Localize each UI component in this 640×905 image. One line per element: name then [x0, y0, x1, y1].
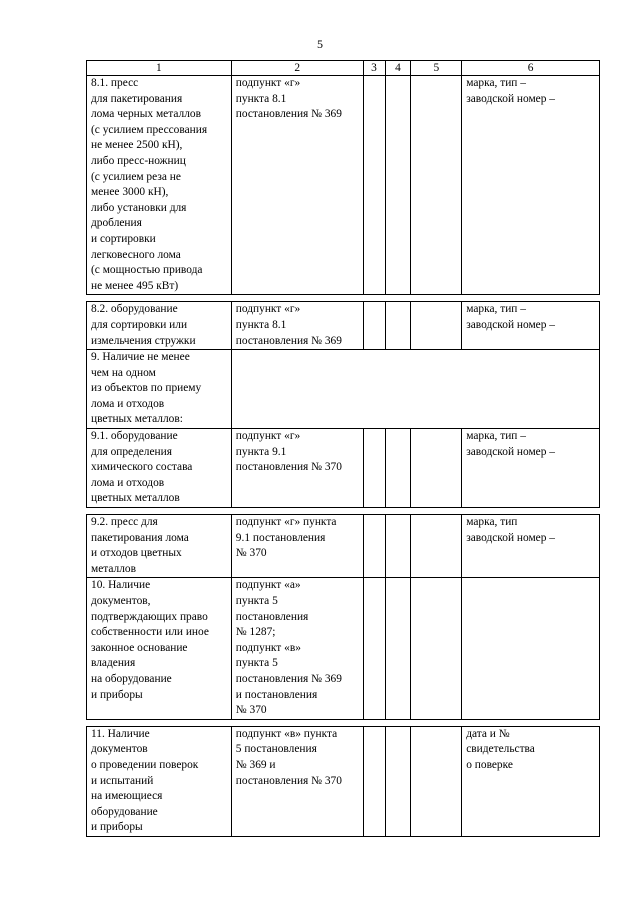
empty-cell — [411, 76, 462, 295]
reference-cell: подпункт «в» пункта 5 постановления № 369 и постановления № 370 — [231, 726, 363, 836]
empty-cell — [363, 726, 385, 836]
note-cell — [462, 578, 600, 719]
table-row — [87, 726, 600, 836]
merged-empty-cell — [231, 350, 599, 429]
row-gap — [87, 719, 600, 726]
empty-cell — [363, 429, 385, 508]
table-row — [87, 578, 600, 719]
empty-cell — [411, 515, 462, 578]
empty-cell — [385, 578, 411, 719]
empty-cell — [363, 76, 385, 295]
requirement-cell: 9.2. пресс для пакетирования лома и отходов цветных металлов — [87, 515, 232, 578]
table-row — [87, 76, 600, 295]
empty-cell — [411, 578, 462, 719]
reference-cell: подпункт «г» пункта 9.1 постановления № 370 — [231, 429, 363, 508]
reference-cell: подпункт «г» пункта 8.1 постановления № 369 — [231, 76, 363, 295]
row-gap — [87, 295, 600, 302]
note-cell: марка, тип – заводской номер – — [462, 76, 600, 295]
empty-cell — [363, 578, 385, 719]
note-cell: марка, тип – заводской номер – — [462, 302, 600, 350]
empty-cell — [411, 726, 462, 836]
requirement-cell: 9. Наличие не менее чем на одном из объектов по приему лома и отходов цветных металлов: — [87, 350, 232, 429]
column-header: 6 — [462, 61, 600, 76]
column-header: 2 — [231, 61, 363, 76]
table-row — [87, 350, 600, 429]
table-header-row — [87, 61, 600, 76]
column-header: 1 — [87, 61, 232, 76]
requirement-cell: 10. Наличие документов, подтверждающих право собственности или иное законное основание владения на оборудование и приборы — [87, 578, 232, 719]
row-gap — [87, 508, 600, 515]
column-header: 4 — [385, 61, 411, 76]
empty-cell — [363, 515, 385, 578]
empty-cell — [411, 302, 462, 350]
empty-cell — [385, 726, 411, 836]
requirement-cell: 8.2. оборудование для сортировки или измельчения стружки — [87, 302, 232, 350]
page-number: 5 — [317, 37, 323, 51]
requirement-cell: 11. Наличие документов о проведении поверок и испытаний на имеющиеся оборудование и приборы — [87, 726, 232, 836]
table-row — [87, 515, 600, 578]
column-header: 3 — [363, 61, 385, 76]
empty-cell — [385, 429, 411, 508]
note-cell: марка, тип заводской номер – — [462, 515, 600, 578]
note-cell: марка, тип – заводской номер – — [462, 429, 600, 508]
reference-cell: подпункт «г» пункта 8.1 постановления № 369 — [231, 302, 363, 350]
table-row — [87, 302, 600, 350]
column-header: 5 — [411, 61, 462, 76]
empty-cell — [411, 429, 462, 508]
note-cell: дата и № свидетельства о поверке — [462, 726, 600, 836]
reference-cell: подпункт «а» пункта 5 постановления № 1287; подпункт «в» пункта 5 постановления № 369 и постановления № 370 — [231, 578, 363, 719]
requirements-table — [86, 60, 600, 837]
reference-cell: подпункт «г» пункта 9.1 постановления № 370 — [231, 515, 363, 578]
empty-cell — [385, 515, 411, 578]
table-row — [87, 429, 600, 508]
requirement-cell: 9.1. оборудование для определения химического состава лома и отходов цветных металлов — [87, 429, 232, 508]
empty-cell — [363, 302, 385, 350]
empty-cell — [385, 76, 411, 295]
empty-cell — [385, 302, 411, 350]
requirement-cell: 8.1. пресс для пакетирования лома черных металлов (с усилием прессования не менее 2500 кН), либо пресс-ножниц (с усилием реза не менее 3000 кН), либо установки для дробления и сортировки легковесного лома (с мощностью привода не менее 495 кВт) — [87, 76, 232, 295]
